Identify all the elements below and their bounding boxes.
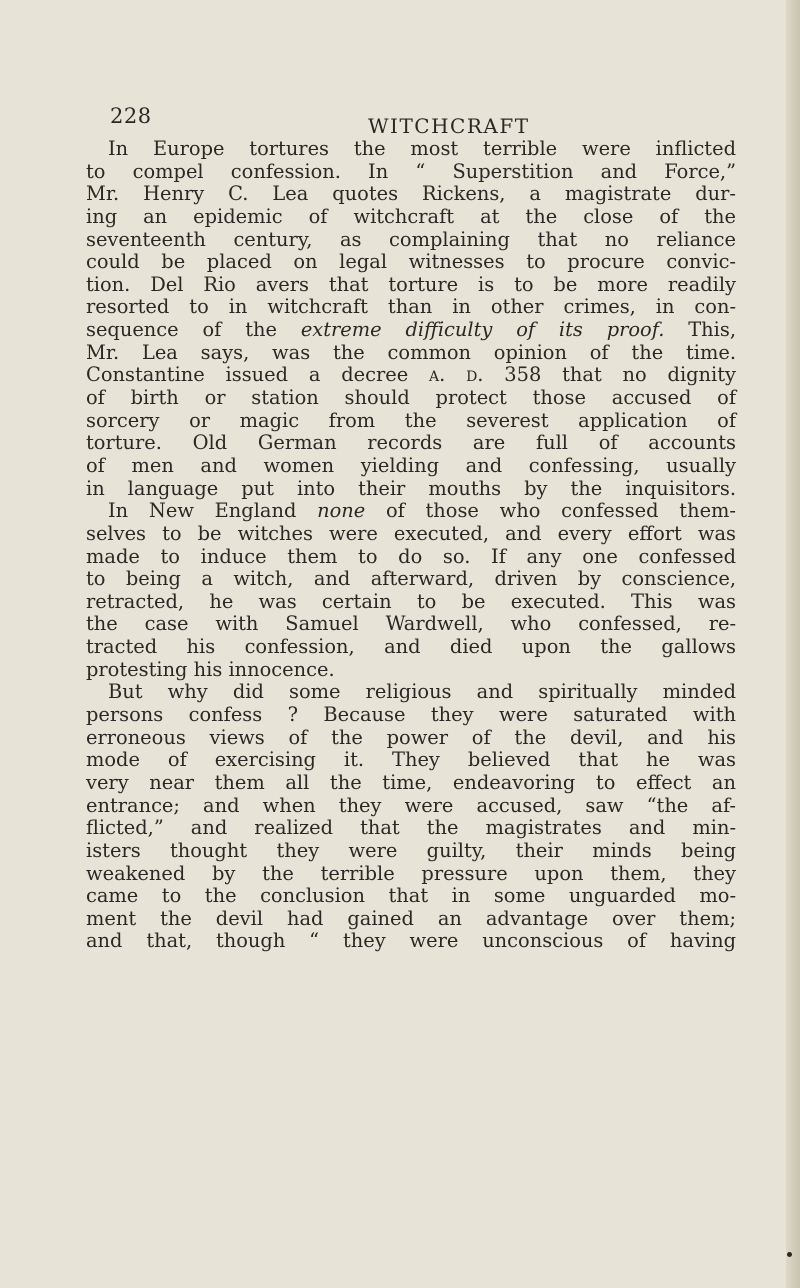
- text-line: flicted,” and realized that the magistrates and min-: [86, 816, 736, 840]
- small-caps-date: a. d.: [429, 363, 484, 387]
- text-line: retracted, he was certain to be executed. This was: [86, 589, 736, 613]
- text-line: [86, 319, 736, 342]
- text-run: This,: [664, 318, 736, 342]
- text-line: isters thought they were guilty, their minds being: [86, 838, 736, 862]
- text-line: very near them all the time, endeavoring to effect an: [86, 770, 736, 794]
- text-line: [86, 364, 736, 387]
- italic-word: none: [317, 499, 366, 523]
- text-line: Mr. Lea says, was the common opinion of the time.: [86, 340, 736, 364]
- text-line: In Europe tortures the most terrible were inflicted: [108, 137, 736, 160]
- page-number: 228: [110, 104, 152, 128]
- text-line: of birth or station should protect those accused of: [86, 386, 736, 410]
- text-run: In New England: [108, 499, 318, 523]
- text-line: persons confess ? Because they were saturated with: [86, 703, 736, 727]
- text-line: came to the conclusion that in some unguarded mo-: [86, 884, 736, 908]
- text-line: resorted to in witchcraft than in other crimes, in con-: [86, 295, 736, 319]
- text-run: of those who confessed them-: [365, 499, 736, 523]
- text-line: weakened by the terrible pressure upon them, they: [86, 861, 736, 885]
- italic-phrase: extreme difficulty of its proof.: [300, 318, 665, 342]
- text-run: sequence of the: [86, 318, 301, 342]
- page-speck: [787, 1252, 792, 1257]
- text-line: seventeenth century, as complaining that no reliance: [86, 227, 736, 251]
- text-line: ing an epidemic of witchcraft at the close of the: [86, 204, 736, 228]
- text-line: and that, though “ they were unconscious of having: [86, 929, 736, 953]
- text-line: tracted his confession, and died upon the gallows: [86, 635, 736, 659]
- text-run: Constantine issued a decree: [86, 363, 429, 387]
- text-line: ment the devil had gained an advantage over them;: [86, 906, 736, 930]
- text-line: protesting his innocence.: [86, 657, 335, 681]
- text-line: entrance; and when they were accused, saw “the af-: [86, 793, 736, 817]
- text-line: Mr. Henry C. Lea quotes Rickens, a magistrate dur-: [86, 182, 736, 206]
- text-line: made to induce them to do so. If any one confessed: [86, 544, 736, 568]
- running-head: WITCHCRAFT: [368, 114, 530, 138]
- text-line: tion. Del Rio avers that torture is to be more readily: [86, 272, 736, 296]
- text-line: mode of exercising it. They believed that he was: [86, 748, 736, 772]
- text-line: selves to be witches were executed, and every effort was: [86, 521, 736, 545]
- text-line: sorcery or magic from the severest application of: [86, 408, 736, 432]
- text-line: erroneous views of the power of the devil, and his: [86, 725, 736, 749]
- text-line: [86, 500, 736, 523]
- text-line: the case with Samuel Wardwell, who confessed, re-: [86, 612, 736, 636]
- text-line: torture. Old German records are full of accounts: [86, 431, 736, 455]
- page-edge-shadow: [786, 0, 800, 1288]
- text-line: to compel confession. In “ Superstition and Force,”: [86, 159, 736, 183]
- text-line: of men and women yielding and confessing, usually: [86, 453, 736, 477]
- text-line: in language put into their mouths by the inquisitors.: [86, 476, 736, 500]
- text-run: 358 that no dignity: [483, 363, 736, 387]
- text-line: But why did some religious and spiritually minded: [108, 680, 736, 704]
- body-text: [86, 138, 736, 953]
- text-line: could be placed on legal witnesses to procure convic-: [86, 250, 736, 274]
- text-line: to being a witch, and afterward, driven by conscience,: [86, 567, 736, 591]
